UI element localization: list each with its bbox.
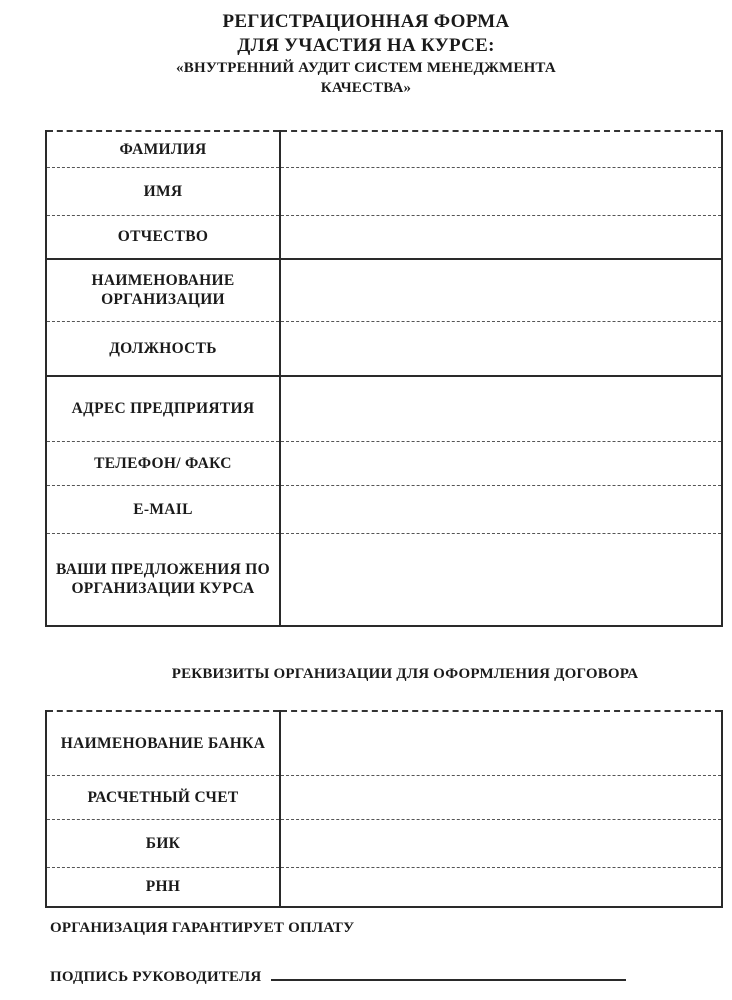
signature-field[interactable] (271, 965, 626, 981)
course-name-line-1: «ВНУТРЕННИЙ АУДИТ СИСТЕМ МЕНЕДЖМЕНТА (176, 60, 556, 76)
field-row-rnn (46, 867, 722, 907)
field-row-email (46, 485, 722, 533)
field-label-organization: НАИМЕНОВАНИЕ ОРГАНИЗАЦИИ (46, 259, 280, 321)
field-input-surname[interactable] (280, 131, 722, 167)
field-row-bik (46, 819, 722, 867)
field-row-organization (46, 259, 722, 321)
signature-label: ПОДПИСЬ РУКОВОДИТЕЛЯ (50, 969, 262, 985)
field-label-rnn: РНН (46, 867, 280, 907)
field-label-patronymic: ОТЧЕСТВО (46, 215, 280, 259)
field-row-suggestions (46, 533, 722, 626)
field-input-account[interactable] (280, 775, 722, 819)
field-label-suggestions: ВАШИ ПРЕДЛОЖЕНИЯ ПО ОРГАНИЗАЦИИ КУРСА (46, 533, 280, 626)
payment-guarantee (50, 920, 354, 937)
field-row-phone-fax (46, 441, 722, 485)
field-label-email: E-MAIL (46, 485, 280, 533)
field-row-address (46, 376, 722, 441)
field-label-account: РАСЧЕТНЫЙ СЧЕТ (46, 775, 280, 819)
field-row-bank-name (46, 711, 722, 775)
form-header (0, 10, 732, 98)
form-title-line-1: РЕГИСТРАЦИОННАЯ ФОРМА (222, 11, 510, 32)
field-label-bik: БИК (46, 819, 280, 867)
field-label-position: ДОЛЖНОСТЬ (46, 321, 280, 376)
field-label-address: АДРЕС ПРЕДПРИЯТИЯ (46, 376, 280, 441)
field-row-account (46, 775, 722, 819)
requisites-form-table (45, 710, 723, 908)
field-input-name[interactable] (280, 167, 722, 215)
field-label-surname: ФАМИЛИЯ (46, 131, 280, 167)
field-row-name (46, 167, 722, 215)
field-input-rnn[interactable] (280, 867, 722, 907)
field-label-name: ИМЯ (46, 167, 280, 215)
field-label-phone-fax: ТЕЛЕФОН/ ФАКС (46, 441, 280, 485)
field-input-bik[interactable] (280, 819, 722, 867)
field-input-bank-name[interactable] (280, 711, 722, 775)
field-input-phone-fax[interactable] (280, 441, 722, 485)
payment-guarantee-text: ОРГАНИЗАЦИЯ ГАРАНТИРУЕТ ОПЛАТУ (50, 920, 355, 936)
field-input-organization[interactable] (280, 259, 722, 321)
requisites-heading: РЕКВИЗИТЫ ОРГАНИЗАЦИИ ДЛЯ ОФОРМЛЕНИЯ ДОГОВОРА (171, 666, 639, 682)
field-row-position (46, 321, 722, 376)
field-row-patronymic (46, 215, 722, 259)
participant-form-table (45, 130, 723, 627)
field-input-email[interactable] (280, 485, 722, 533)
field-input-position[interactable] (280, 321, 722, 376)
field-input-address[interactable] (280, 376, 722, 441)
signature-line (50, 965, 626, 986)
form-title-line-2: ДЛЯ УЧАСТИЯ НА КУРСЕ: (237, 35, 495, 56)
field-input-patronymic[interactable] (280, 215, 722, 259)
field-label-bank-name: НАИМЕНОВАНИЕ БАНКА (46, 711, 280, 775)
course-name-line-2: КАЧЕСТВА» (320, 80, 412, 96)
field-input-suggestions[interactable] (280, 533, 722, 626)
field-row-surname (46, 131, 722, 167)
